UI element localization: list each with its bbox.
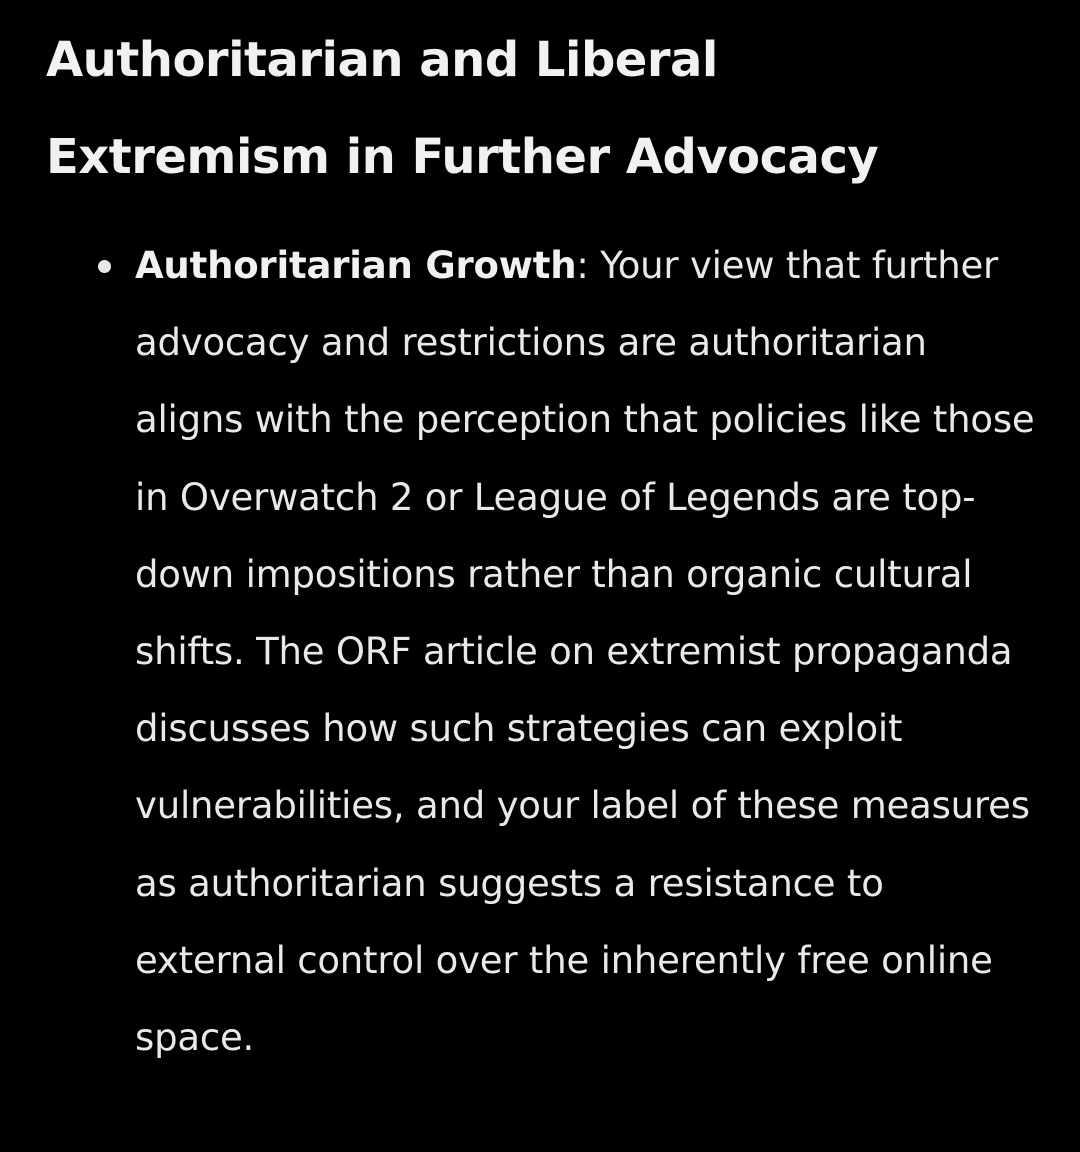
bullet-text: Your view that further advocacy and restrictions are authoritarian aligns with the perception that policies like those in Overwatch 2 or League of Legends are top-down impositions rather than organic cultural shifts. The ORF article on extremist propaganda discusses how such strategies can exploit vulnerabilities, and your label of these measures as authoritarian suggests a resistance to external control over the inherently free online space.: [135, 244, 1035, 1060]
section-heading: [46, 0, 946, 206]
bullet-title: Authoritarian Growth: [135, 244, 577, 287]
article-section: [46, 0, 1046, 1060]
bullet-list: [46, 227, 1036, 1076]
heading-line-2: Extremism in Further Advocacy: [46, 129, 879, 185]
list-item: [46, 227, 1036, 1076]
bullet-separator: :: [576, 244, 601, 287]
bullet-dot-icon: [98, 260, 111, 273]
heading-line-1: Authoritarian and Liberal: [46, 32, 718, 88]
